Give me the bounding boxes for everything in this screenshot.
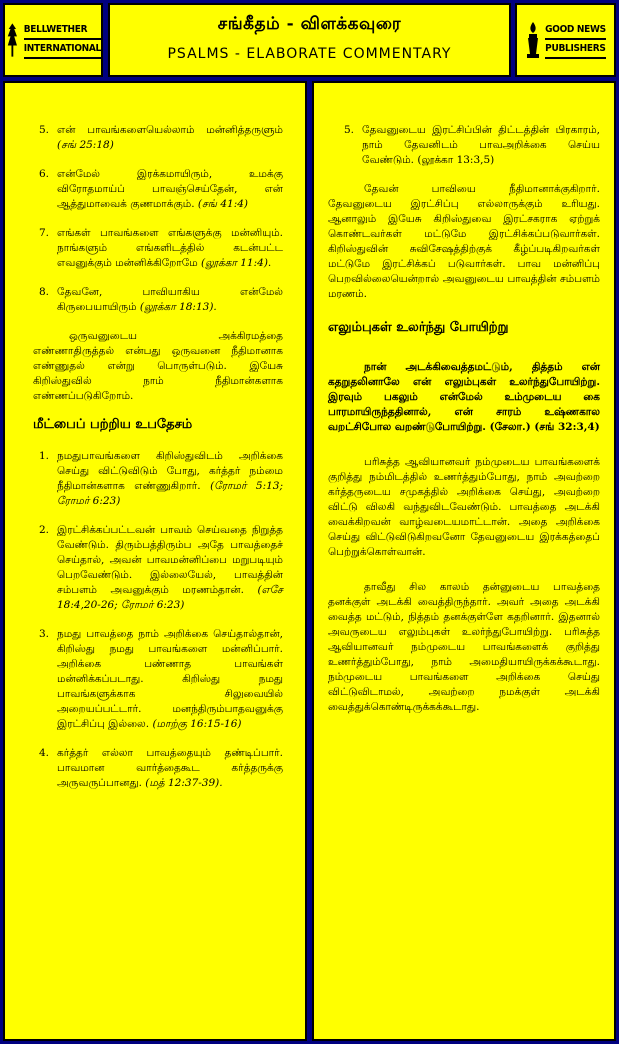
- item-number: 4.: [39, 747, 50, 759]
- item-text: கர்த்தர் எல்லா பாவத்தையும் தண்டிப்பார். பாவமான வார்த்தைகூட கர்த்தருக்கு அருவருப்பானது.: [57, 747, 283, 789]
- item-text: நமதுபாவங்களை கிறிஸ்துவிடம் அறிக்கை செய்து விட்டுவிடும் போது, கர்த்தர் நம்மை நீதிமான்களாக எண்ணுகிறார்.: [57, 450, 283, 492]
- verse-reference: (சங் 32:3,4): [534, 421, 600, 433]
- list-item: [33, 167, 283, 212]
- list-item: [328, 123, 600, 168]
- item-reference: (சங் 41:4): [197, 198, 249, 210]
- item-number: 6.: [39, 168, 50, 180]
- paragraph: பரிசுத்த ஆவியானவர் நம்முடைய பாவங்களைக் குறித்து நம்மிடத்தில் உணர்த்தும்போது, நாம் அவற்றை கர்த்தருடைய சமுகத்தில் அறிக்கை செய்து, அவற்றை விட்டு விலகி வந்துவிடவேண்டும். பாவத்தை அடக்கி வைக்கிறவன் வாழ்வடையமாட்டான். அதை அறிக்கை செய்து விட்டுவிடுகிறவனோ தேவனுடைய இரக்கத்தைப் பெற்றுக்கொள்வான்.: [328, 456, 600, 558]
- list-item: [33, 226, 283, 271]
- logo-right-line1: GOOD NEWS: [545, 21, 606, 40]
- item-number: 1.: [39, 450, 50, 462]
- item-text: என் பாவங்களையெல்லாம் மன்னித்தருளும்: [57, 124, 283, 136]
- item-text: நமது பாவத்தை நாம் அறிக்கை செய்தால்தான், கிறிஸ்து நமது பாவங்களை மன்னிப்பார். அறிக்கை பண்ணாத பாவங்கள் மன்னிக்கப்படாது. கிறிஸ்து நமது பாவங்களுக்காக சிலுவையில் அறையப்பட்டார். மனந்திரும்பாதவனுக்கு இரட்சிப்பு இல்லை.: [57, 628, 283, 730]
- list-item: [33, 285, 283, 315]
- section-heading: மீட்பைப் பற்றிய உபதேசம்: [33, 417, 193, 432]
- item-text: தேவனே, பாவியாகிய என்மேல் கிருபையாயிரும்: [57, 286, 283, 313]
- logo-right-line2: PUBLISHERS: [545, 40, 606, 59]
- item-number: 8.: [39, 286, 50, 298]
- item-reference: (லூக்கா 13:3,5): [417, 154, 495, 166]
- logo-left-line2: INTERNATIONAL: [24, 40, 101, 59]
- good-news-logo: [515, 3, 616, 77]
- item-reference: (மத் 12:37-39).: [145, 777, 223, 789]
- bellwether-logo: [3, 3, 103, 77]
- item-reference: (எசே 18:4,20-26; ரோமர் 6:23): [57, 584, 283, 611]
- list-item: [33, 627, 283, 732]
- bellwether-ram-icon: [5, 20, 20, 60]
- item-text: தேவனுடைய இரட்சிப்பின் திட்டத்தின் பிரகாரம், நாம் தேவனிடம் பாவஅறிக்கை செய்ய வேண்டும்.: [362, 124, 600, 166]
- logo-left-line1: BELLWETHER: [24, 21, 101, 40]
- item-text: இரட்சிக்கப்பட்டவன் பாவம் செய்வதை நிறுத்த வேண்டும். திரும்பத்திரும்ப அதே பாவத்தைச் செய்தால், அவன் பாவமன்னிப்பை மறுபடியும் பெறவேண்டும். இல்லையேல், பாவத்தின் சம்பளம் அவனுக்கும் மரணம்தான்.: [57, 524, 283, 596]
- paragraph: தேவன் பாவியை நீதிமானாக்குகிறார். தேவனுடைய இரட்சிப்பு எல்லாருக்கும் உரியது. ஆனாலும் இயேசு கிறிஸ்துவை இரட்சகராக ஏற்றுக் கொண்டவர்கள் மட்டுமே இரட்சிக்கப்படுவார்கள். கிறிஸ்துவின் சுவிசேஷத்திற்குக் கீழ்ப்படிகிறவர்கள் மட்டுமே இரட்சிக்கப் படுவார்கள். பாவ மன்னிப்பு பெறவில்லையென்றால் அவனுடைய பாவத்தின் சம்பளம் மரணம்.: [328, 183, 600, 300]
- item-reference: (ரோமர் 5:13; ரோமர் 6:23): [57, 480, 284, 507]
- item-number: 3.: [39, 628, 50, 640]
- item-text: என்மேல் இரக்கமாயிரும், உமக்கு விரோதமாய்ப் பாவஞ்செய்தேன், என் ஆத்துமாவைக் குணமாக்கும்.: [57, 168, 283, 210]
- left-column: [3, 81, 307, 1041]
- item-number: 2.: [39, 524, 50, 536]
- title-box: [108, 3, 511, 77]
- item-number: 7.: [39, 227, 50, 239]
- item-reference: (லூக்கா 11:4).: [201, 257, 272, 269]
- paragraph: தாவீது சில காலம் தன்னுடைய பாவத்தை தனக்குள் அடக்கி வைத்திருந்தார். அவர் அதை அடக்கி வைத்த மட்டும், நித்தம் தனக்குள்ளே கதறினார். இதனால் அவருடைய எலும்புகள் உலர்ந்துபோயிற்று. பரிசுத்த ஆவியானவர் நம்முடைய பாவங்களைக் குறித்து உணர்த்தும்போது, நாம் அமைதியாயிருக்கக்கூடாது. நம்முடைய பாவங்களை அறிக்கை செய்து விட்டுவிடாமல், அவற்றை நமக்குள் அடக்கி வைத்துக்கொண்டிருக்கக்கூடாது.: [328, 581, 600, 713]
- paragraph: ஒருவனுடைய அக்கிரமத்தை எண்ணாதிருத்தல் என்பது ஒருவனை நீதிமானாக எண்ணுதல் என்று பொருள்படும். இயேசு கிறிஸ்துவில் நாம் நீதிமான்களாக எண்ணப்படுகிறோம்.: [33, 330, 283, 402]
- item-number: 5.: [39, 124, 50, 136]
- item-reference: (மாற்கு 16:15-16): [152, 718, 242, 730]
- scripture-verse: [328, 360, 600, 435]
- item-number: 5.: [344, 124, 355, 136]
- item-reference: (சங் 25:18): [57, 139, 114, 151]
- verse-text: நான் அடக்கிவைத்தமட்டும், தித்தம் என் கதறுதலினாலே என் எலும்புகள் உலர்ந்துபோயிற்று. இரவும் பகலும் என்மேல் உம்முடைய கை பாரமாயிருந்ததினால், என் சாரம் உஷ்ணகால வறட்சிபோல வறண்டுபோயிற்று. (சேலா.): [328, 361, 600, 433]
- item-reference: (லூக்கா 18:13).: [139, 301, 217, 313]
- page-title-english: PSALMS - ELABORATE COMMENTARY: [167, 46, 452, 62]
- right-column: [312, 81, 616, 1041]
- list-item: [33, 746, 283, 791]
- section-heading: எலும்புகள் உலர்ந்து போயிற்று: [328, 320, 509, 335]
- item-text: எங்கள் பாவங்களை எங்களுக்கு மன்னியும். நாங்களும் எங்களிடத்தில் கடன்பட்ட எவனுக்கும் மன்னிக்கிறோமே: [57, 227, 283, 269]
- list-item: [33, 449, 283, 509]
- lamp-icon: [525, 20, 541, 60]
- page-title-tamil: சங்கீதம் - விளக்கவுரை: [217, 14, 402, 34]
- list-item: [33, 523, 283, 613]
- list-item: [33, 123, 283, 153]
